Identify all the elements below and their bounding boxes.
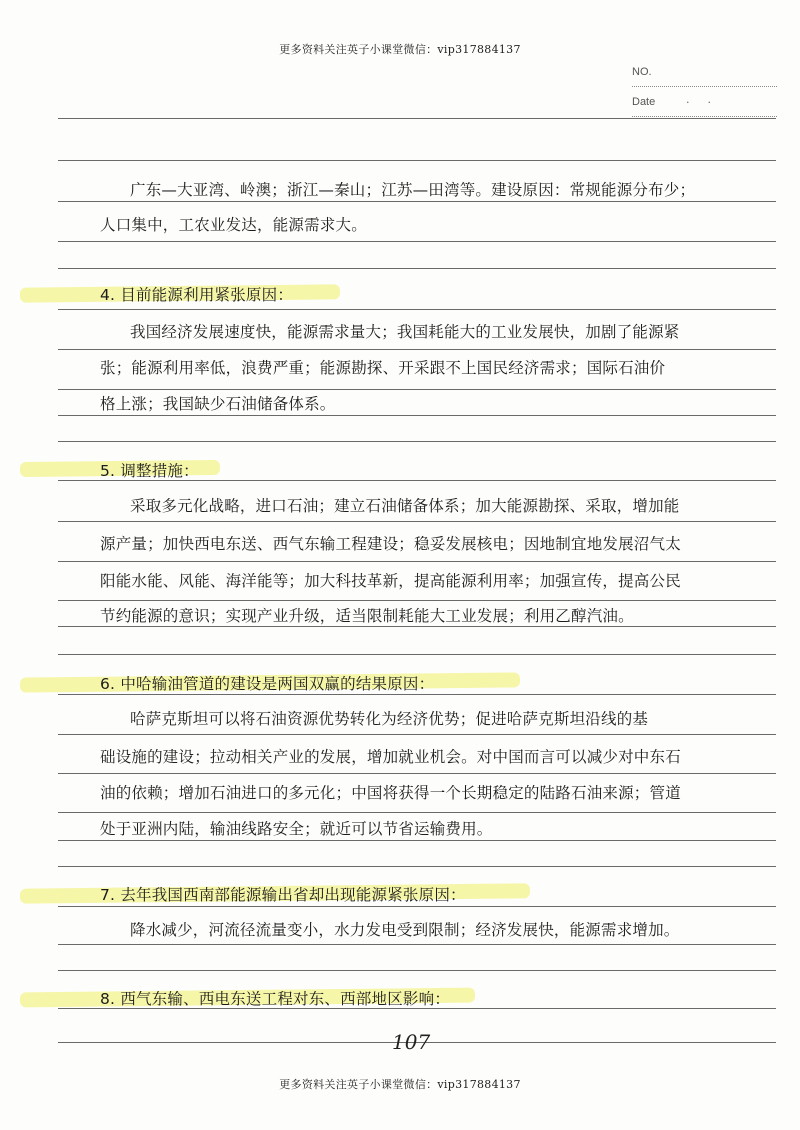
heading-6: 6. 中哈输油管道的建设是两国双赢的结果原因：	[100, 675, 435, 693]
heading-5: 5. 调整措施：	[100, 462, 199, 480]
ruled-line	[58, 309, 776, 310]
text-line: 广东—大亚湾、岭澳；浙江—秦山；江苏—田湾等。建设原因：常规能源分布少；	[130, 181, 696, 199]
ruled-line	[58, 654, 776, 655]
ruled-line	[58, 600, 776, 601]
no-label: NO.	[632, 66, 652, 78]
date-separator-dots: ··	[686, 96, 729, 109]
ruled-line	[58, 349, 776, 350]
heading-7: 7. 去年我国西南部能源输出省却出现能源紧张原因：	[100, 886, 466, 904]
watermark-bottom: 更多资料关注英子小课堂微信：vip317884137	[279, 1078, 521, 1091]
text-line: 节约能源的意识；实现产业升级，适当限制耗能大工业发展；利用乙醇汽油。	[100, 607, 634, 625]
text-line: 人口集中，工农业发达，能源需求大。	[100, 216, 367, 234]
ruled-line	[58, 118, 776, 119]
watermark-top: 更多资料关注英子小课堂微信：vip317884137	[279, 43, 521, 56]
ruled-line	[58, 268, 776, 269]
ruled-line	[58, 812, 776, 813]
ruled-line	[58, 415, 776, 416]
text-line: 格上涨；我国缺少石油储备体系。	[100, 395, 336, 413]
ruled-line	[58, 734, 776, 735]
ruled-line	[58, 840, 776, 841]
ruled-line	[58, 441, 776, 442]
text-line: 采取多元化战略，进口石油；建立石油储备体系；加大能源勘探、采取，增加能	[130, 497, 680, 515]
date-label: Date	[632, 96, 656, 108]
text-line: 础设施的建设；拉动相关产业的发展，增加就业机会。对中国而言可以减少对中东石	[100, 748, 681, 766]
ruled-line	[58, 694, 776, 695]
no-dotted-line	[632, 86, 777, 87]
ruled-line	[58, 521, 776, 522]
page-number: 107	[392, 1030, 431, 1054]
text-line: 张；能源利用率低，浪费严重；能源勘探、开采跟不上国民经济需求；国际石油价	[100, 359, 666, 377]
ruled-line	[58, 866, 776, 867]
heading-8: 8. 西气东输、西电东送工程对东、西部地区影响：	[100, 990, 451, 1008]
text-line: 阳能水能、风能、海洋能等；加大科技革新，提高能源利用率；加强宣传，提高公民	[100, 572, 681, 590]
ruled-line	[58, 944, 776, 945]
text-line: 源产量；加快西电东送、西气东输工程建设；稳妥发展核电；因地制宜地发展沼气太	[100, 535, 681, 553]
text-line: 我国经济发展速度快，能源需求量大；我国耗能大的工业发展快，加剧了能源紧	[130, 323, 680, 341]
text-line: 处于亚洲内陆，输油线路安全；就近可以节省运输费用。	[100, 820, 493, 838]
date-dotted-line	[632, 116, 777, 117]
ruled-line	[58, 389, 776, 390]
ruled-line	[58, 160, 776, 161]
ruled-line	[58, 970, 776, 971]
ruled-line	[58, 626, 776, 627]
ruled-line	[58, 561, 776, 562]
text-line: 油的依赖；增加石油进口的多元化；中国将获得一个长期稳定的陆路石油来源；管道	[100, 784, 681, 802]
ruled-line	[58, 906, 776, 907]
ruled-line	[58, 241, 776, 242]
text-line: 哈萨克斯坦可以将石油资源优势转化为经济优势；促进哈萨克斯坦沿线的基	[130, 710, 649, 728]
ruled-line	[58, 773, 776, 774]
heading-4: 4. 目前能源利用紧张原因：	[100, 286, 294, 304]
text-line: 降水减少，河流径流量变小，水力发电受到限制；经济发展快，能源需求增加。	[130, 921, 680, 939]
ruled-line	[58, 201, 776, 202]
